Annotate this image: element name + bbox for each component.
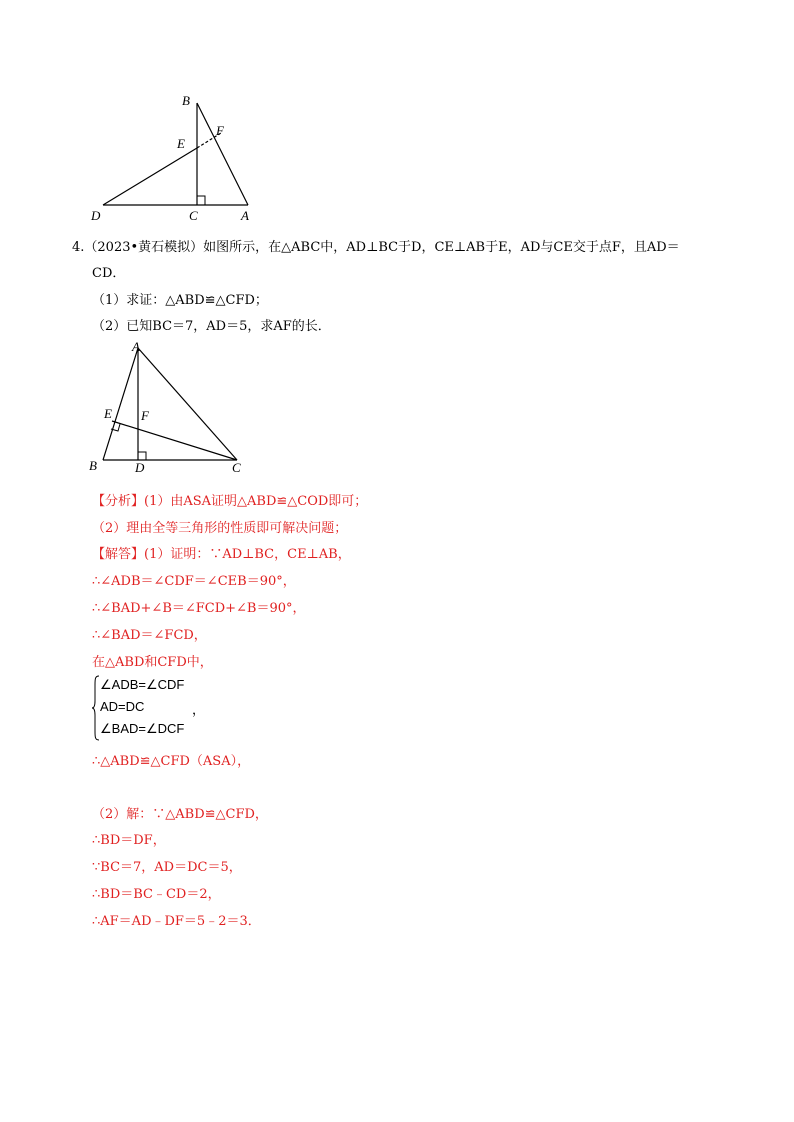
right-angle-mark xyxy=(197,196,205,205)
label-f: F xyxy=(141,408,149,423)
segment-ba xyxy=(197,103,248,205)
step-2: ∴∠BAD+∠B＝∠FCD+∠B＝90°， xyxy=(92,601,306,616)
step-4: 在△ABD和CFD中， xyxy=(92,655,213,670)
segment-ac xyxy=(138,348,237,460)
system-row-3: ∠BAD=∠DCF xyxy=(100,721,185,736)
problem-line-1: 4.（2023•黄石模拟）如图所示，在△ABC中，AD⊥BC于D，CE⊥AB于E，AD与CE交于点F，且AD＝ xyxy=(72,240,680,255)
label-a: A xyxy=(241,208,249,223)
problem-line-2: CD． xyxy=(92,266,126,281)
right-angle-mark-d xyxy=(138,452,146,460)
label-d: D xyxy=(91,208,101,223)
part2-head: （2）解：∵△ABD≌△CFD， xyxy=(92,807,268,822)
part2-step-2: ∵BC＝7，AD＝DC＝5， xyxy=(92,860,242,875)
label-f: F xyxy=(216,123,224,138)
segment-ab xyxy=(103,348,138,460)
segment-de xyxy=(103,148,197,205)
problem-part-2: （2）已知BC＝7，AD＝5，求AF的长． xyxy=(92,319,331,334)
analysis-line-2: （2）理由全等三角形的性质即可解决问题； xyxy=(92,521,348,536)
label-b: B xyxy=(89,458,97,473)
part2-step-3: ∴BD＝BC﹣CD＝2， xyxy=(92,887,221,902)
equation-system xyxy=(92,675,222,741)
label-b: B xyxy=(182,93,190,108)
system-row-1: ∠ADB=∠CDF xyxy=(100,677,185,692)
figure-1-triangle xyxy=(85,88,265,228)
step-1: ∴∠ADB＝∠CDF＝∠CEB＝90°， xyxy=(92,574,296,589)
system-row-2: AD=DC xyxy=(100,699,145,714)
answer-head: 【解答】(1）证明：∵AD⊥BC，CE⊥AB， xyxy=(92,547,351,562)
part2-step-1: ∴BD＝DF， xyxy=(92,833,166,848)
analysis-line-1: 【分析】(1）由ASA证明△ABD≌△COD即可； xyxy=(92,494,368,509)
problem-part-1: （1）求证：△ABD≌△CFD； xyxy=(92,293,268,308)
system-comma: ， xyxy=(192,703,206,718)
figure-2-triangle xyxy=(85,338,255,478)
segment-ec xyxy=(112,421,237,460)
left-brace-icon xyxy=(92,675,100,741)
label-a: A xyxy=(132,339,140,354)
label-e: E xyxy=(104,406,112,421)
label-d: D xyxy=(135,460,145,475)
label-c: C xyxy=(232,460,241,475)
part2-step-4: ∴AF＝AD﹣DF＝5﹣2＝3． xyxy=(92,914,261,929)
step-5: ∴△ABD≌△CFD（ASA）， xyxy=(92,754,251,769)
label-e: E xyxy=(177,136,185,151)
label-c: C xyxy=(189,208,198,223)
step-3: ∴∠BAD＝∠FCD， xyxy=(92,628,207,643)
